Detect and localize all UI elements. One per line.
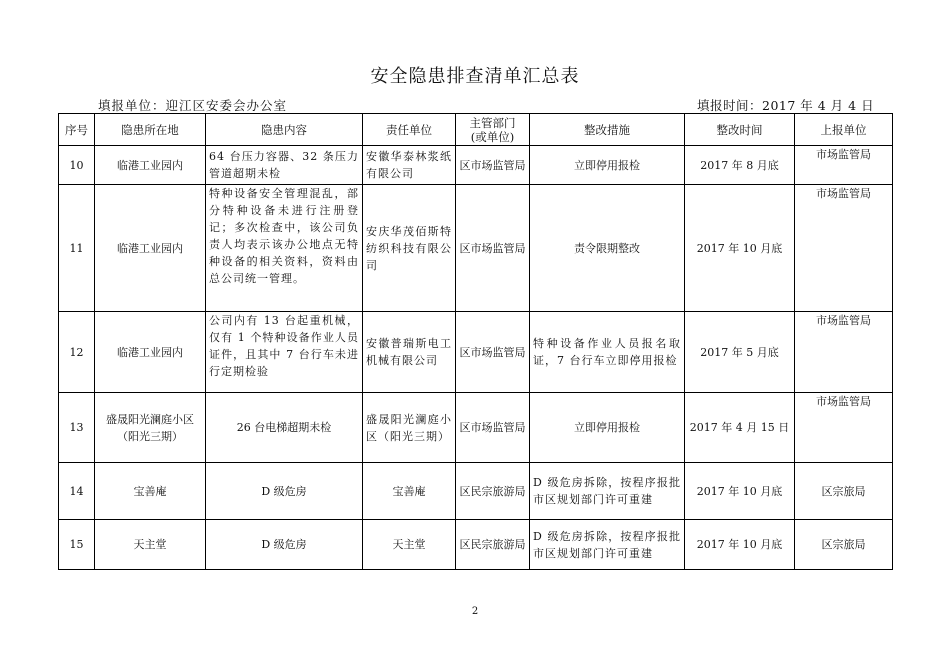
cell-report: 市场监管局 xyxy=(795,185,893,312)
cell-content: D 级危房 xyxy=(206,463,363,520)
table-row xyxy=(59,520,893,570)
cell-location: 临港工业园内 xyxy=(95,312,206,393)
cell-location: 临港工业园内 xyxy=(95,146,206,185)
header-location: 隐患所在地 xyxy=(95,114,206,146)
cell-seq: 12 xyxy=(59,312,95,393)
cell-responsible: 宝善庵 xyxy=(363,463,456,520)
cell-authority: 区市场监管局 xyxy=(456,312,530,393)
cell-report: 市场监管局 xyxy=(795,146,893,185)
header-responsible: 责任单位 xyxy=(363,114,456,146)
cell-seq: 15 xyxy=(59,520,95,570)
cell-report: 区宗旅局 xyxy=(795,463,893,520)
table-row xyxy=(59,146,893,185)
cell-responsible: 天主堂 xyxy=(363,520,456,570)
cell-seq: 11 xyxy=(59,185,95,312)
cell-location: 盛晟阳光澜庭小区（阳光三期） xyxy=(95,393,206,463)
cell-authority: 区民宗旅游局 xyxy=(456,520,530,570)
cell-time: 2017 年 4 月 15 日 xyxy=(685,393,795,463)
header-measure: 整改措施 xyxy=(530,114,685,146)
reporting-date: 填报时间：2017 年 4 月 4 日 xyxy=(697,98,875,113)
header-authority-line2: (或单位) xyxy=(470,129,515,144)
cell-time: 2017 年 10 月底 xyxy=(685,185,795,312)
cell-location: 临港工业园内 xyxy=(95,185,206,312)
cell-content: 特种设备安全管理混乱，部分特种设备未进行注册登记；多次检查中，该公司负责人均表示该办公地点无特种设备的相关资料，资料由总公司统一管理。 xyxy=(206,185,363,312)
cell-authority: 区市场监管局 xyxy=(456,393,530,463)
document-title: 安全隐患排查清单汇总表 xyxy=(370,66,580,87)
cell-measure: 特种设备作业人员报名取证，7 台行车立即停用报检 xyxy=(530,312,685,393)
page-number: 2 xyxy=(471,606,479,617)
reporting-unit: 填报单位：迎江区安委会办公室 xyxy=(98,98,288,113)
cell-authority: 区市场监管局 xyxy=(456,185,530,312)
cell-location: 宝善庵 xyxy=(95,463,206,520)
cell-responsible: 盛晟阳光澜庭小区（阳光三期） xyxy=(363,393,456,463)
cell-time: 2017 年 10 月底 xyxy=(685,520,795,570)
cell-report: 市场监管局 xyxy=(795,312,893,393)
header-report: 上报单位 xyxy=(795,114,893,146)
cell-content: 公司内有 13 台起重机械，仅有 1 个特种设备作业人员证件，且其中 7 台行车未进行定期检验 xyxy=(206,312,363,393)
cell-time: 2017 年 5 月底 xyxy=(685,312,795,393)
cell-authority: 区民宗旅游局 xyxy=(456,463,530,520)
cell-seq: 13 xyxy=(59,393,95,463)
table-row xyxy=(59,312,893,393)
cell-content: 26 台电梯超期未检 xyxy=(206,393,363,463)
header-authority-line1: 主管部门 xyxy=(469,115,516,130)
header-authority xyxy=(456,114,530,146)
table-row xyxy=(59,393,893,463)
table-row xyxy=(59,185,893,312)
cell-time: 2017 年 10 月底 xyxy=(685,463,795,520)
cell-seq: 14 xyxy=(59,463,95,520)
cell-content: D 级危房 xyxy=(206,520,363,570)
cell-authority: 区市场监管局 xyxy=(456,146,530,185)
cell-report: 区宗旅局 xyxy=(795,520,893,570)
hazard-summary-table xyxy=(58,113,893,570)
table-header-row xyxy=(59,114,893,146)
cell-responsible: 安庆华茂佰斯特纺织科技有限公司 xyxy=(363,185,456,312)
header-content: 隐患内容 xyxy=(206,114,363,146)
cell-measure: D 级危房拆除，按程序报批市区规划部门许可重建 xyxy=(530,463,685,520)
cell-content: 64 台压力容器、32 条压力管道超期未检 xyxy=(206,146,363,185)
table-row xyxy=(59,463,893,520)
cell-measure: 责令限期整改 xyxy=(530,185,685,312)
header-seq: 序号 xyxy=(59,114,95,146)
cell-location: 天主堂 xyxy=(95,520,206,570)
cell-responsible: 安徽普瑞斯电工机械有限公司 xyxy=(363,312,456,393)
cell-seq: 10 xyxy=(59,146,95,185)
cell-measure: 立即停用报检 xyxy=(530,393,685,463)
cell-report: 市场监管局 xyxy=(795,393,893,463)
cell-time: 2017 年 8 月底 xyxy=(685,146,795,185)
header-time: 整改时间 xyxy=(685,114,795,146)
cell-measure: 立即停用报检 xyxy=(530,146,685,185)
cell-responsible: 安徽华泰林浆纸有限公司 xyxy=(363,146,456,185)
cell-measure: D 级危房拆除，按程序报批市区规划部门许可重建 xyxy=(530,520,685,570)
